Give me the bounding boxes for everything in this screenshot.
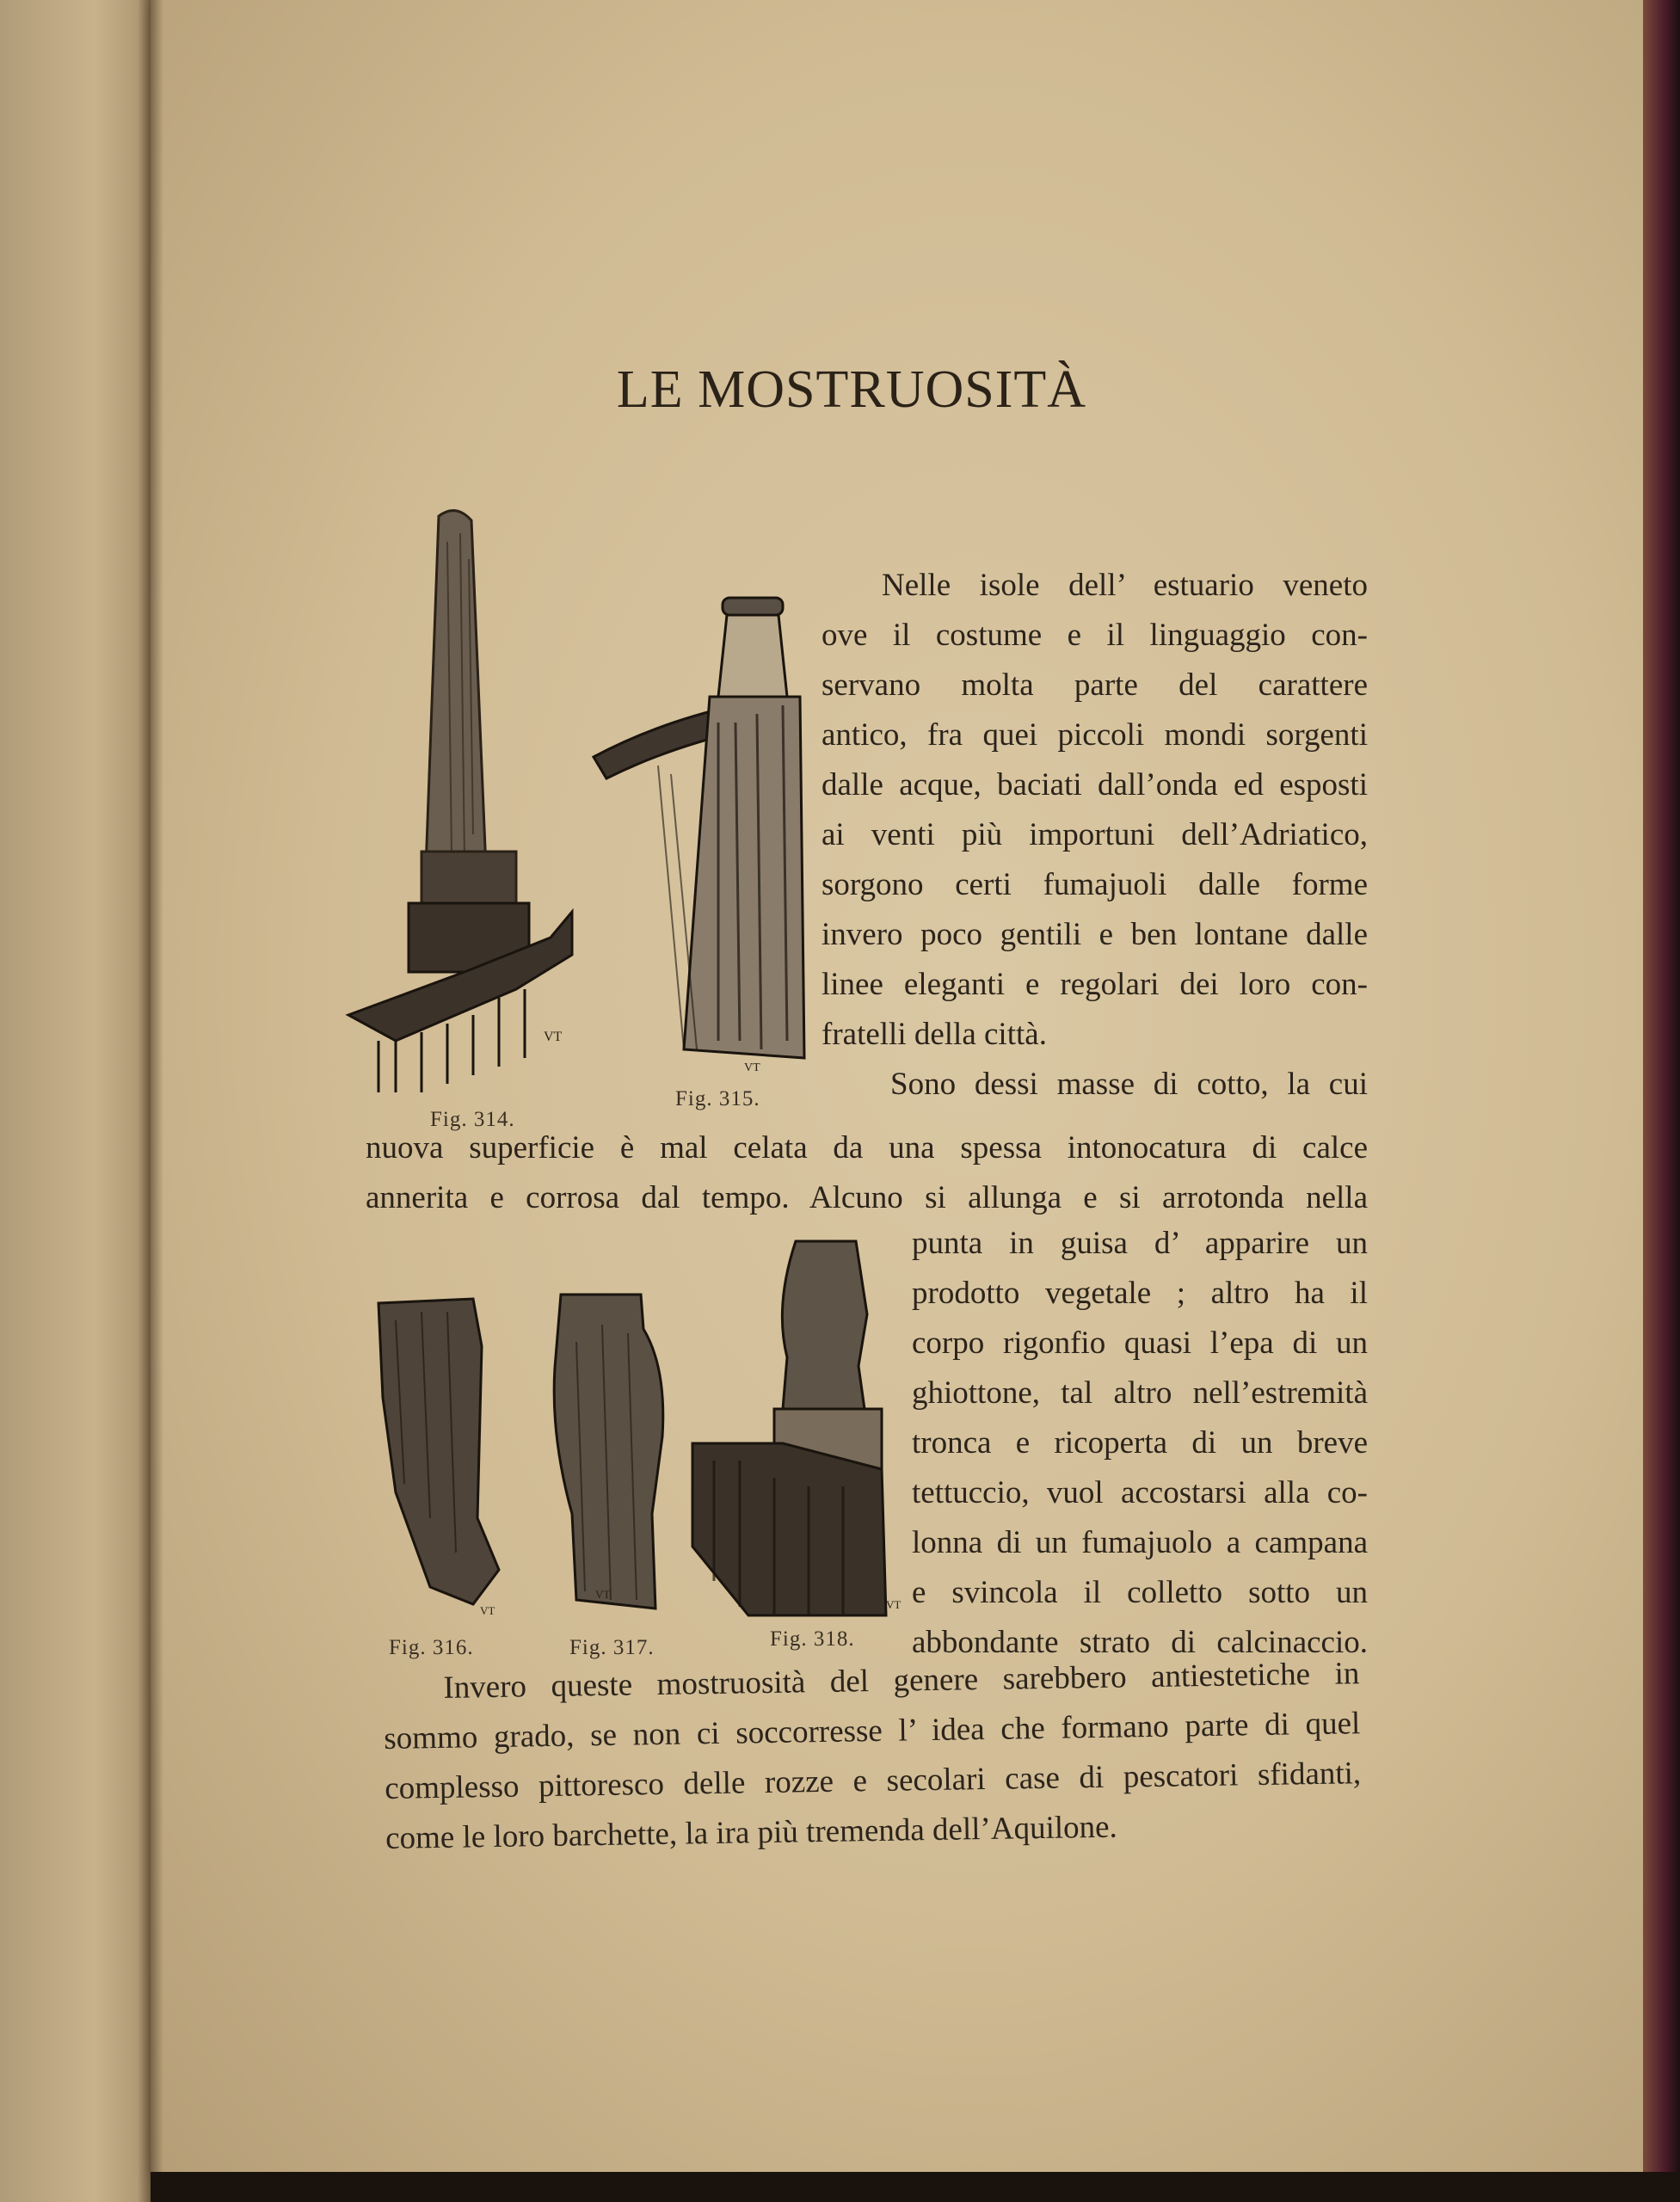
text-line: prodotto vegetale ; altro ha il	[912, 1276, 1368, 1311]
text-line: servano molta parte del carattere	[822, 667, 1368, 703]
figure-316-chimney	[370, 1295, 508, 1621]
caption-fig-315: Fig. 315.	[675, 1087, 760, 1110]
page-title: LE MOSTRUOSITÀ	[616, 360, 1087, 419]
text-line: e svincola il colletto sotto un	[912, 1575, 1368, 1610]
text-line: ghiottone, tal altro nell’estremità	[912, 1375, 1368, 1411]
paragraph-1-wrap	[912, 1219, 1368, 1668]
text-line: annerita e corrosa dal tempo. Alcuno si allunga e si arrotonda nella	[366, 1180, 1368, 1215]
svg-text:VT: VT	[544, 1030, 563, 1044]
text-line: antico, fra quei piccoli mondi sorgenti	[822, 717, 1368, 753]
book-gutter	[138, 0, 163, 2202]
text-line: punta in guisa d’ apparire un	[912, 1226, 1368, 1261]
svg-text:VT: VT	[595, 1588, 611, 1601]
svg-text:VT: VT	[744, 1061, 760, 1074]
caption-fig-318: Fig. 318.	[770, 1627, 855, 1651]
text-line: Invero queste mostruosità del genere sarebbero antiestetiche in	[443, 1656, 1360, 1706]
text-line: corpo rigonfio quasi l’epa di un	[912, 1326, 1368, 1361]
figure-314-chimney	[344, 507, 585, 1092]
text-line: nuova superficie è mal celata da una spessa intonocatura di calce	[366, 1130, 1368, 1166]
caption-fig-316: Fig. 316.	[389, 1636, 474, 1659]
paragraph-2	[383, 1649, 1363, 1864]
text-line: come le loro barchette, la ira più tremenda dell’Aquilone.	[385, 1809, 1118, 1856]
text-line: dalle acque, baciati dall’onda ed esposti	[822, 767, 1368, 803]
text-line: abbondante strato di calcinaccio.	[912, 1625, 1368, 1660]
text-line: Nelle isole dell’ estuario veneto	[882, 568, 1368, 603]
caption-fig-317: Fig. 317.	[569, 1636, 655, 1659]
paragraph-1-continued	[366, 1123, 1368, 1223]
text-line: ai venti più importuni dell’Adriatico,	[822, 817, 1368, 852]
text-line: tettuccio, vuol accostarsi alla co-	[912, 1475, 1368, 1510]
text-line: invero poco gentili e ben lontane dalle	[822, 917, 1368, 952]
text-line: Sono dessi masse di cotto, la cui	[890, 1067, 1368, 1102]
text-line: sommo grado, se non ci soccorresse l’ idea che formano parte di quel	[384, 1706, 1361, 1756]
text-line: complesso pittoresco delle rozze e secolari case di pescatori sfidanti,	[384, 1756, 1362, 1806]
text-line: lonna di un fumajuolo a campana	[912, 1525, 1368, 1560]
figure-315-chimney	[589, 594, 813, 1075]
paragraph-1	[822, 561, 1368, 1110]
svg-text:VT: VT	[480, 1604, 495, 1617]
text-line: fratelli della città.	[822, 1017, 1047, 1052]
text-line: sorgono certi fumajuoli dalle forme	[822, 867, 1368, 902]
text-line: ove il costume e il linguaggio con-	[822, 618, 1368, 653]
text-line: tronca e ricoperta di un breve	[912, 1425, 1368, 1461]
figure-318-chimney	[688, 1237, 903, 1624]
page-bottom-shadow	[151, 2172, 1680, 2202]
page-edge-right	[1643, 0, 1680, 2202]
text-line: linee eleganti e regolari dei loro con-	[822, 967, 1368, 1002]
caption-fig-314: Fig. 314.	[430, 1108, 515, 1131]
figure-317-chimney	[542, 1290, 671, 1626]
svg-text:VT: VT	[886, 1598, 902, 1611]
